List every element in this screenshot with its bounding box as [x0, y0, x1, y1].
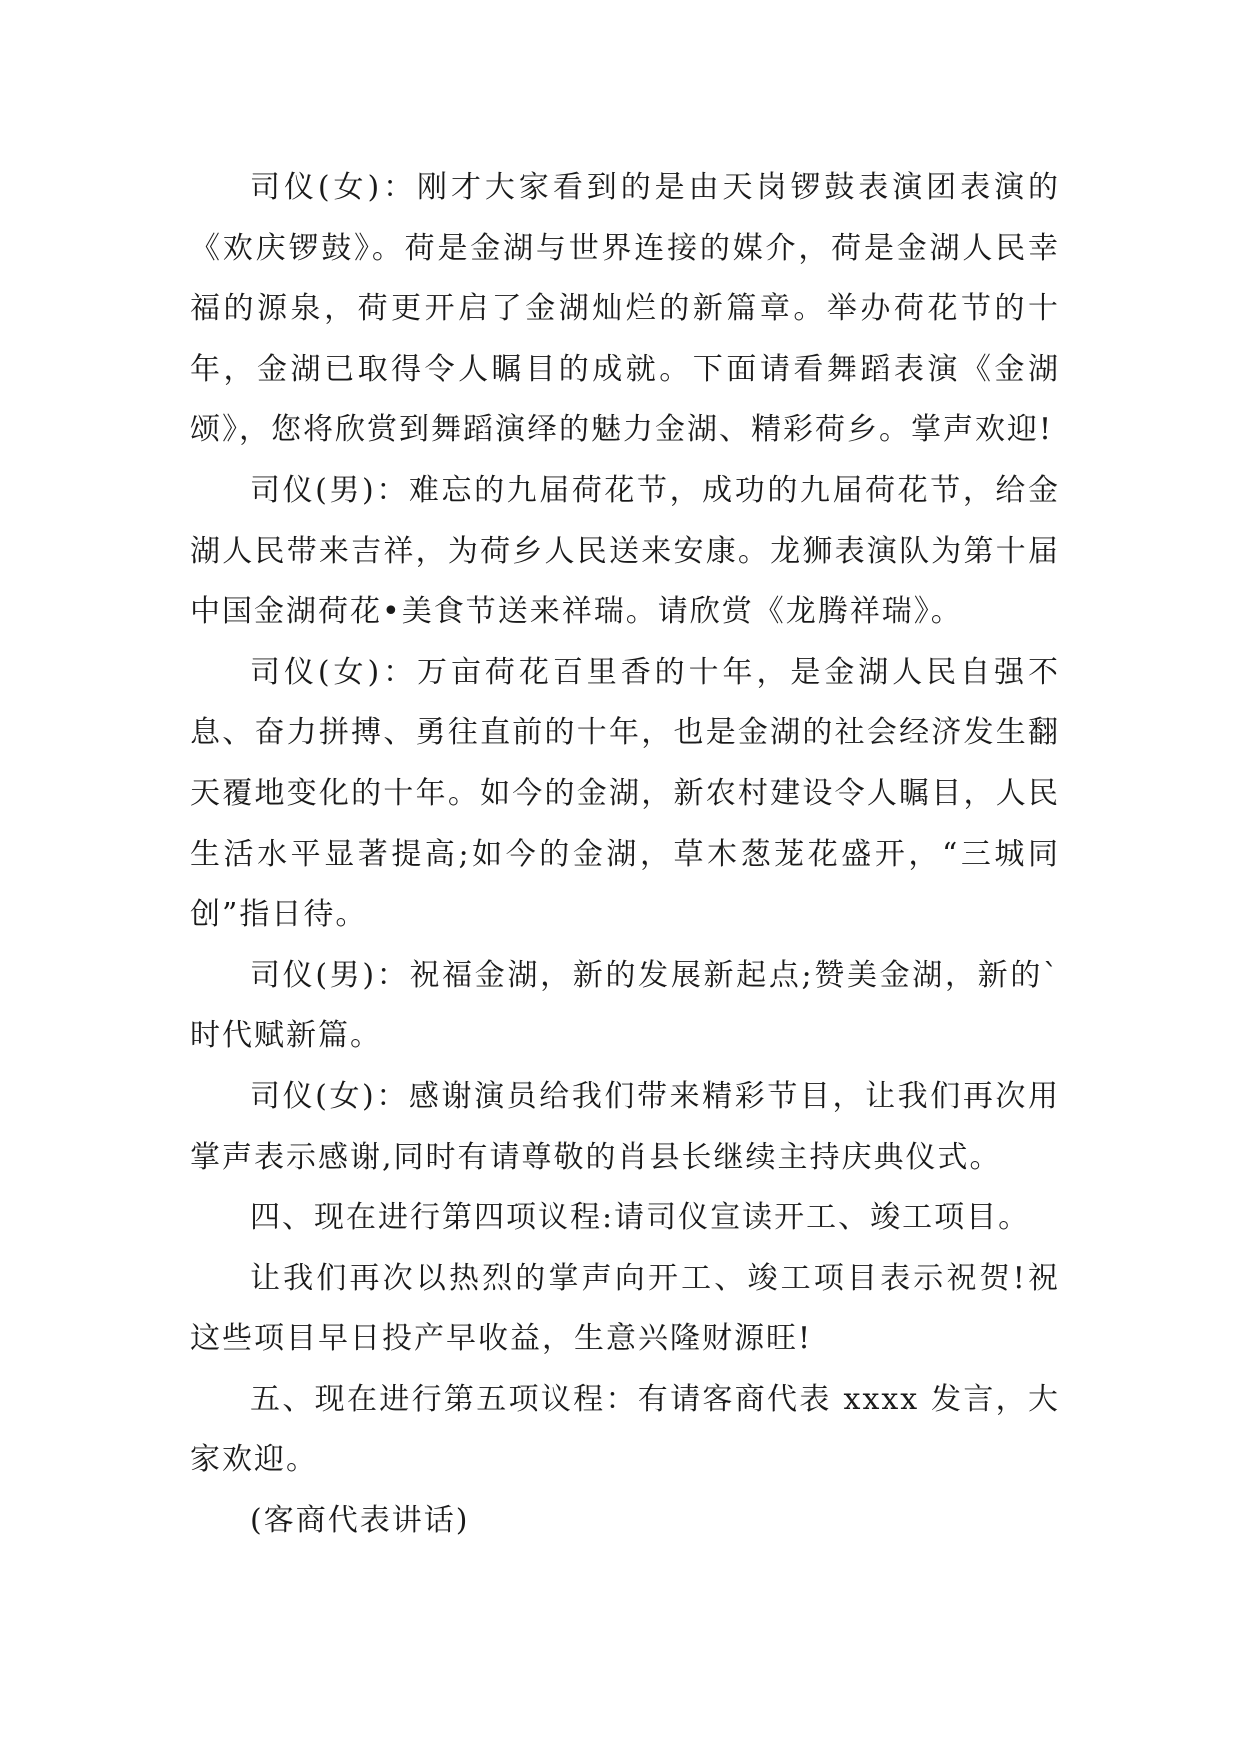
- document-body: [190, 158, 1060, 1552]
- paragraph: 四、现在进行第四项议程:请司仪宣读开工、竣工项目。: [250, 1200, 1031, 1236]
- paragraph: 司仪(女)：感谢演员给我们带来精彩节目，让我们再次用掌声表示感谢,同时有请尊敬的肖县长继续主持庆典仪式。: [190, 1078, 1060, 1175]
- paragraph: 司仪(女)：万亩荷花百里香的十年，是金湖人民自强不息、奋力拼搏、勇往直前的十年，也是金湖的社会经济发生翻天覆地变化的十年。如今的金湖，新农村建设令人瞩目，人民生活水平显著提高;如今的金湖，草木葱茏花盛开，“三城同创”指日待。: [190, 654, 1060, 933]
- paragraph: 司仪(女)：刚才大家看到的是由天岗锣鼓表演团表演的《欢庆锣鼓》。荷是金湖与世界连接的媒介，荷是金湖人民幸福的源泉，荷更开启了金湖灿烂的新篇章。举办荷花节的十年，金湖已取得令人瞩目的成就。下面请看舞蹈表演《金湖颂》，您将欣赏到舞蹈演绎的魅力金湖、精彩荷乡。掌声欢迎!: [190, 170, 1060, 448]
- paragraph: 让我们再次以热烈的掌声向开工、竣工项目表示祝贺!祝这些项目早日投产早收益，生意兴隆财源旺!: [190, 1260, 1060, 1357]
- paragraph: (客商代表讲话): [250, 1503, 470, 1539]
- paragraph: 司仪(男)：祝福金湖，新的发展新起点;赞美金湖，新的`时代赋新篇。: [190, 957, 1060, 1054]
- paragraph: 司仪(男)：难忘的九届荷花节，成功的九届荷花节，给金湖人民带来吉祥，为荷乡人民送来安康。龙狮表演队为第十届中国金湖荷花•美食节送来祥瑞。请欣赏《龙腾祥瑞》。: [190, 472, 1060, 630]
- paragraph: 五、现在进行第五项议程：有请客商代表 xxxx 发言，大家欢迎。: [190, 1381, 1060, 1478]
